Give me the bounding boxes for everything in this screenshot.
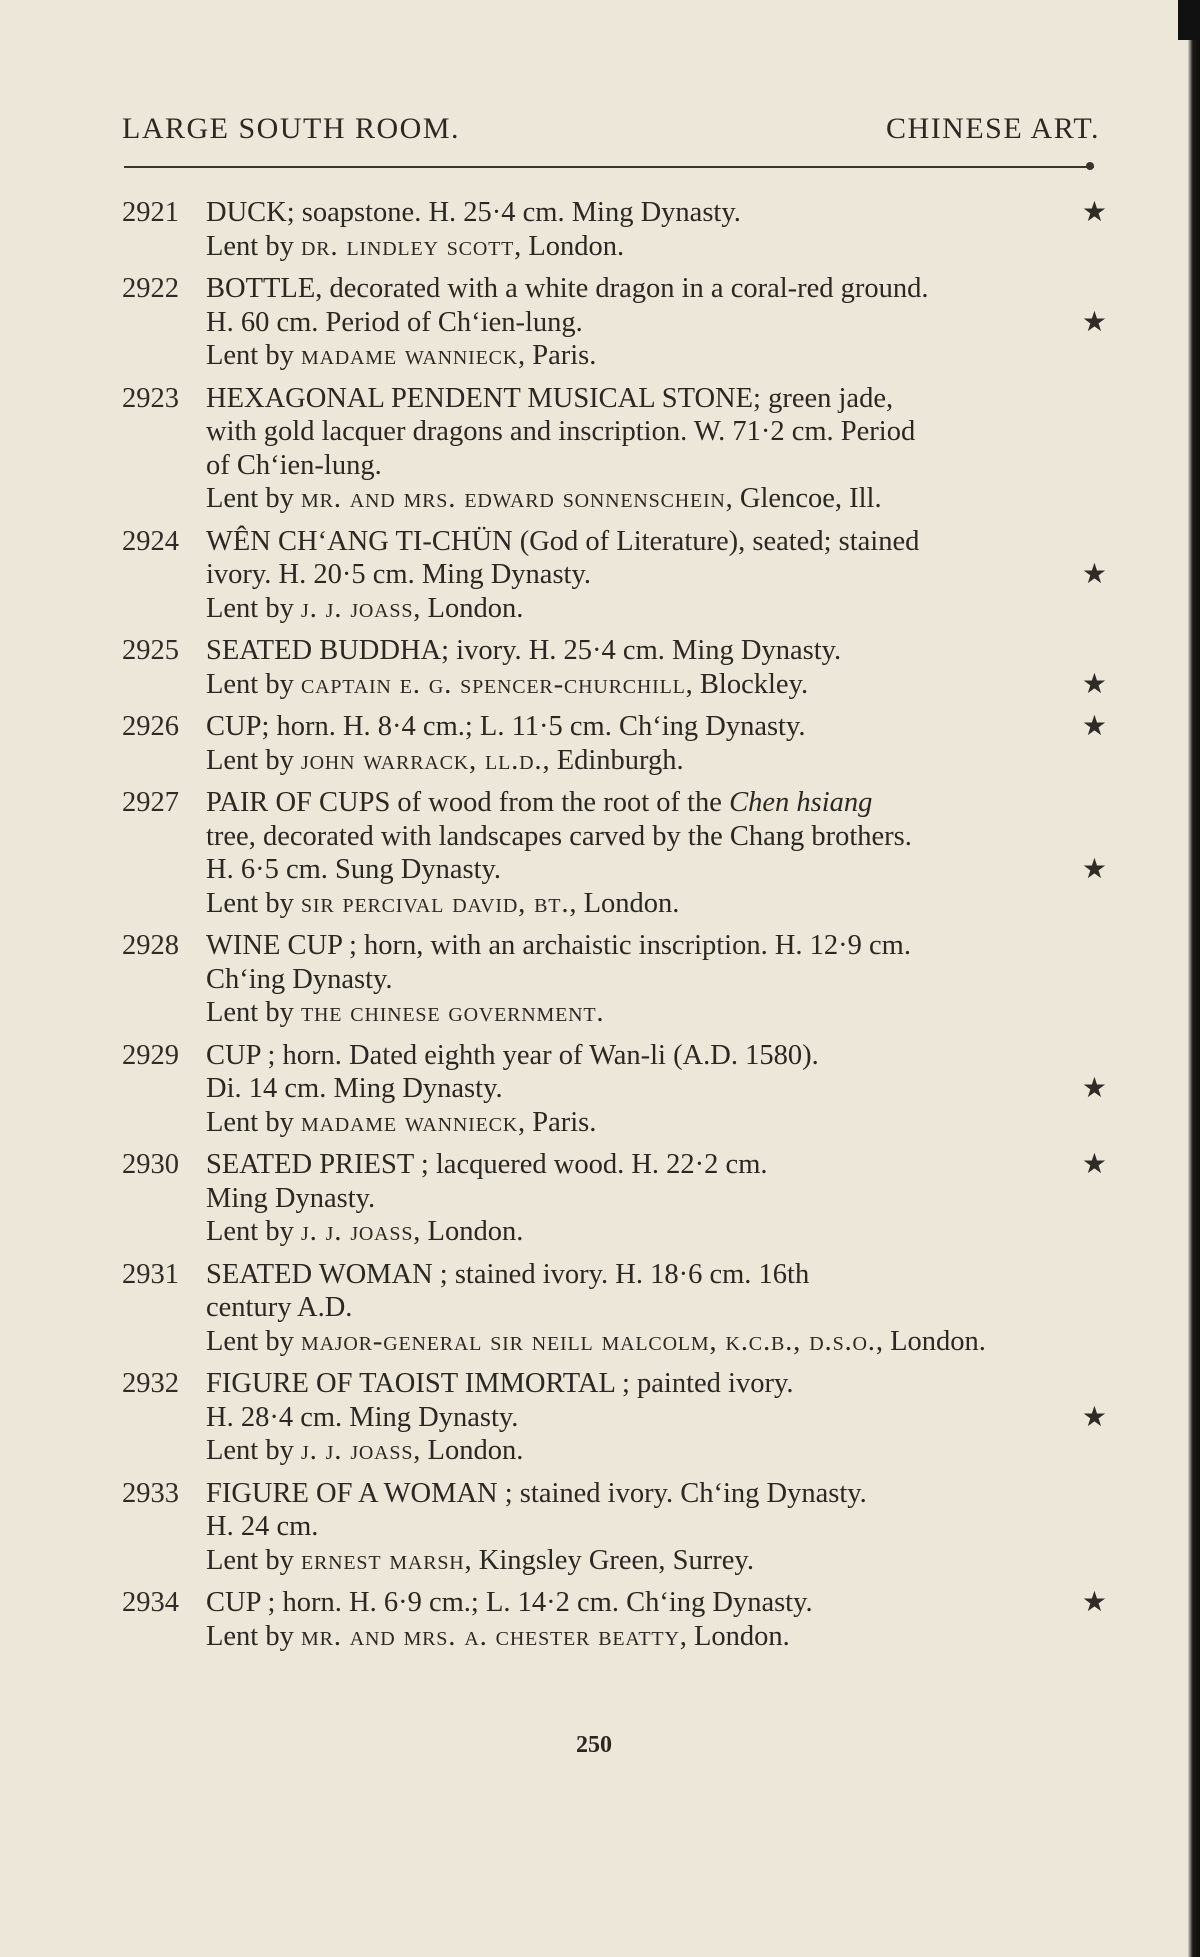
entry-description-text: PAIR OF CUPS of wood from the root of the Chen hsiang bbox=[206, 787, 873, 818]
entry-description-text: SEATED WOMAN ; stained ivory. H. 18·6 cm. 16th bbox=[206, 1258, 810, 1290]
entry-body bbox=[206, 786, 1107, 920]
entry-description-line bbox=[206, 306, 1107, 340]
entry-body bbox=[206, 1258, 1107, 1359]
entry-description-line bbox=[206, 1148, 1107, 1182]
lender-text: Lent by ernest marsh, Kingsley Green, Surrey. bbox=[206, 1543, 754, 1576]
entry-description-line bbox=[206, 196, 1107, 230]
entry-description-text: FIGURE OF TAOIST IMMORTAL ; painted ivory. bbox=[206, 1368, 794, 1399]
entry-lender bbox=[206, 592, 1107, 626]
rule-ornament bbox=[1086, 162, 1094, 170]
lender-text: Lent by madame wannieck, Paris. bbox=[206, 1105, 597, 1138]
entry-description-line bbox=[206, 1182, 1107, 1216]
star-icon: ★ bbox=[1081, 1587, 1107, 1618]
lender-name: madame wannieck bbox=[300, 1105, 518, 1138]
entry-number: 2931 bbox=[122, 1258, 179, 1290]
entry-description-text: BOTTLE, decorated with a white dragon in a coral-red ground. bbox=[206, 273, 929, 304]
entry-description-line bbox=[206, 634, 1107, 668]
entry-description-line bbox=[206, 449, 1107, 483]
entry-body bbox=[206, 634, 1107, 701]
entry-body bbox=[206, 525, 1107, 626]
lender-text: Lent by major-general sir neill malcolm, k.c.b., d.s.o., London. bbox=[206, 1324, 986, 1357]
entry-description-line bbox=[206, 1586, 1107, 1620]
entry-description-text: H. 6·5 cm. Sung Dynasty. bbox=[206, 854, 502, 885]
entry-lender bbox=[206, 887, 1107, 921]
entry-description-line bbox=[206, 382, 1107, 416]
entry-description-line bbox=[206, 786, 1107, 820]
catalogue-entry bbox=[122, 272, 1107, 373]
lender-text: Lent by john warrack, ll.d., Edinburgh. bbox=[206, 743, 684, 776]
catalogue-entry bbox=[122, 786, 1107, 920]
entry-body bbox=[206, 1039, 1107, 1140]
entry-description-line bbox=[206, 710, 1107, 744]
running-header bbox=[122, 112, 1100, 146]
header-rule bbox=[124, 166, 1094, 168]
entry-number: 2929 bbox=[122, 1039, 179, 1071]
entry-description-line bbox=[206, 558, 1107, 592]
entry-description-text: Ming Dynasty. bbox=[206, 1182, 376, 1214]
entry-description-line bbox=[206, 1367, 1107, 1401]
entry-body bbox=[206, 710, 1107, 777]
entry-number: 2932 bbox=[122, 1368, 179, 1399]
entry-description-text: SEATED BUDDHA; ivory. H. 25·4 cm. Ming Dynasty. bbox=[206, 635, 842, 666]
lender-text: Lent by mr. and mrs. a. chester beatty, London. bbox=[206, 1619, 790, 1652]
entry-description-line bbox=[206, 525, 1107, 559]
lender-name: the chinese government. bbox=[300, 996, 605, 1028]
lender-name: j. j. joass bbox=[300, 1434, 414, 1466]
star-icon: ★ bbox=[1081, 668, 1107, 700]
entry-lender bbox=[206, 1544, 1107, 1578]
entry-description-text: Di. 14 cm. Ming Dynasty. bbox=[206, 1073, 503, 1104]
entry-number: 2925 bbox=[122, 635, 179, 666]
entry-number: 2928 bbox=[122, 930, 179, 961]
lender-text: Lent by j. j. joass, London. bbox=[206, 1215, 524, 1247]
catalogue-entry bbox=[122, 929, 1107, 1030]
entry-description-text: of Ch‘ien-lung. bbox=[206, 449, 382, 481]
italic-term: Chen hsiang bbox=[729, 787, 873, 818]
entry-description-text: FIGURE OF A WOMAN ; stained ivory. Ch‘ing Dynasty. bbox=[206, 1477, 867, 1509]
entry-description-line bbox=[206, 1510, 1107, 1544]
entry-description-line bbox=[206, 1072, 1107, 1106]
entry-number: 2930 bbox=[122, 1149, 179, 1180]
entry-lender bbox=[206, 1434, 1107, 1468]
lender-text: Lent by j. j. joass, London. bbox=[206, 1434, 524, 1466]
page-edge-shadow bbox=[1188, 0, 1200, 1957]
lender-text: Lent by madame wannieck, Paris. bbox=[206, 339, 597, 371]
star-icon: ★ bbox=[1081, 1401, 1107, 1433]
entry-description-text: Ch‘ing Dynasty. bbox=[206, 963, 393, 995]
entry-body bbox=[206, 1148, 1107, 1249]
entry-body bbox=[206, 1477, 1107, 1578]
entry-description-text: SEATED PRIEST ; lacquered wood. H. 22·2 cm. bbox=[206, 1149, 768, 1180]
catalogue-entry bbox=[122, 1477, 1107, 1578]
lender-name: ernest marsh bbox=[300, 1543, 465, 1576]
entry-description-text: WÊN CH‘ANG TI-CHÜN (God of Literature), seated; stained bbox=[206, 525, 920, 557]
entry-description-line bbox=[206, 1401, 1107, 1435]
lender-name: major-general sir neill malcolm, k.c.b., d.s.o. bbox=[300, 1324, 876, 1357]
catalogue-entry bbox=[122, 525, 1107, 626]
catalogue-entry bbox=[122, 1148, 1107, 1249]
entry-lender bbox=[206, 1620, 1107, 1654]
entry-lender bbox=[206, 996, 1107, 1030]
entry-description-text: with gold lacquer dragons and inscription. W. 71·2 cm. Period bbox=[206, 416, 916, 447]
entry-description-line bbox=[206, 272, 1107, 306]
entry-description-text: century A.D. bbox=[206, 1292, 353, 1323]
star-icon: ★ bbox=[1081, 1073, 1107, 1104]
lender-name: madame wannieck bbox=[300, 339, 518, 371]
catalogue-entry bbox=[122, 1367, 1107, 1468]
page-edge-corner bbox=[1178, 0, 1200, 40]
catalogue-entry bbox=[122, 710, 1107, 777]
entry-description-text: H. 24 cm. bbox=[206, 1511, 319, 1542]
lender-name: dr. lindley scott bbox=[300, 229, 515, 262]
entry-lender bbox=[206, 744, 1107, 778]
entry-body bbox=[206, 1367, 1107, 1468]
entry-description-line bbox=[206, 1477, 1107, 1511]
lender-name: sir percival david, bt. bbox=[300, 886, 570, 919]
entry-lender bbox=[206, 339, 1107, 373]
lender-text: Lent by j. j. joass, London. bbox=[206, 591, 524, 624]
entry-description-line bbox=[206, 853, 1107, 887]
star-icon: ★ bbox=[1081, 854, 1107, 885]
entry-description-line bbox=[206, 929, 1107, 963]
entry-description-line bbox=[206, 1039, 1107, 1073]
star-icon: ★ bbox=[1081, 559, 1107, 590]
entry-description-line bbox=[206, 1258, 1107, 1292]
lender-name: mr. and mrs. edward sonnenschein bbox=[300, 482, 726, 514]
entry-body bbox=[206, 196, 1107, 263]
entry-number: 2926 bbox=[122, 711, 179, 742]
lender-name: john warrack, ll.d. bbox=[300, 743, 543, 776]
entry-number: 2923 bbox=[122, 382, 179, 414]
lender-name: mr. and mrs. a. chester beatty bbox=[300, 1619, 680, 1652]
entry-description-text: CUP ; horn. Dated eighth year of Wan-li (A.D. 1580). bbox=[206, 1039, 819, 1071]
lender-name: j. j. joass bbox=[300, 591, 414, 624]
entry-number: 2921 bbox=[122, 197, 179, 228]
entry-lender bbox=[206, 668, 1107, 702]
entry-number: 2922 bbox=[122, 273, 179, 304]
entry-lender bbox=[206, 1106, 1107, 1140]
entry-description-text: tree, decorated with landscapes carved by the Chang brothers. bbox=[206, 820, 912, 852]
header-room: LARGE SOUTH ROOM. bbox=[122, 112, 461, 145]
entry-number: 2934 bbox=[122, 1587, 179, 1618]
lender-text: Lent by mr. and mrs. edward sonnenschein, Glencoe, Ill. bbox=[206, 482, 882, 514]
entry-description-line bbox=[206, 1291, 1107, 1325]
entry-body bbox=[206, 929, 1107, 1030]
entry-description-line bbox=[206, 963, 1107, 997]
entry-description-text: H. 28·4 cm. Ming Dynasty. bbox=[206, 1401, 519, 1433]
page-number: 250 bbox=[576, 1732, 612, 1758]
entry-description-text: DUCK; soapstone. H. 25·4 cm. Ming Dynasty. bbox=[206, 197, 741, 228]
entry-description-text: CUP; horn. H. 8·4 cm.; L. 11·5 cm. Ch‘ing Dynasty. bbox=[206, 711, 806, 742]
entry-description-text: ivory. H. 20·5 cm. Ming Dynasty. bbox=[206, 559, 591, 590]
catalogue-entries bbox=[122, 196, 1107, 1662]
lender-text: Lent by dr. lindley scott, London. bbox=[206, 229, 625, 262]
entry-description-text: CUP ; horn. H. 6·9 cm.; L. 14·2 cm. Ch‘ing Dynasty. bbox=[206, 1587, 813, 1618]
catalogue-entry bbox=[122, 1586, 1107, 1653]
star-icon: ★ bbox=[1081, 711, 1107, 742]
entry-body bbox=[206, 382, 1107, 516]
entry-number: 2933 bbox=[122, 1477, 179, 1509]
header-section: CHINESE ART. bbox=[886, 112, 1100, 145]
star-icon: ★ bbox=[1081, 197, 1107, 228]
catalogue-entry bbox=[122, 1258, 1107, 1359]
star-icon: ★ bbox=[1081, 1149, 1107, 1180]
catalogue-entry bbox=[122, 634, 1107, 701]
lender-text: Lent by the chinese government. bbox=[206, 996, 605, 1028]
lender-name: captain e. g. spencer-churchill bbox=[300, 667, 686, 700]
entry-lender bbox=[206, 230, 1107, 264]
catalogue-entry bbox=[122, 1039, 1107, 1140]
entry-lender bbox=[206, 482, 1107, 516]
entry-body bbox=[206, 272, 1107, 373]
entry-description-line bbox=[206, 415, 1107, 449]
entry-description-line bbox=[206, 820, 1107, 854]
lender-text: Lent by captain e. g. spencer-churchill, Blockley. bbox=[206, 667, 809, 700]
lender-name: j. j. joass bbox=[300, 1215, 414, 1247]
catalogue-entry bbox=[122, 382, 1107, 516]
entry-number: 2924 bbox=[122, 525, 179, 557]
entry-lender bbox=[206, 1215, 1107, 1249]
entry-description-text: WINE CUP ; horn, with an archaistic inscription. H. 12·9 cm. bbox=[206, 930, 911, 961]
entry-lender bbox=[206, 1325, 1107, 1359]
catalogue-entry bbox=[122, 196, 1107, 263]
entry-description-text: H. 60 cm. Period of Ch‘ien-lung. bbox=[206, 306, 583, 338]
entry-body bbox=[206, 1586, 1107, 1653]
lender-text: Lent by sir percival david, bt., London. bbox=[206, 886, 680, 919]
entry-number: 2927 bbox=[122, 787, 179, 818]
entry-description-text: HEXAGONAL PENDENT MUSICAL STONE; green jade, bbox=[206, 382, 894, 414]
star-icon: ★ bbox=[1081, 306, 1107, 338]
